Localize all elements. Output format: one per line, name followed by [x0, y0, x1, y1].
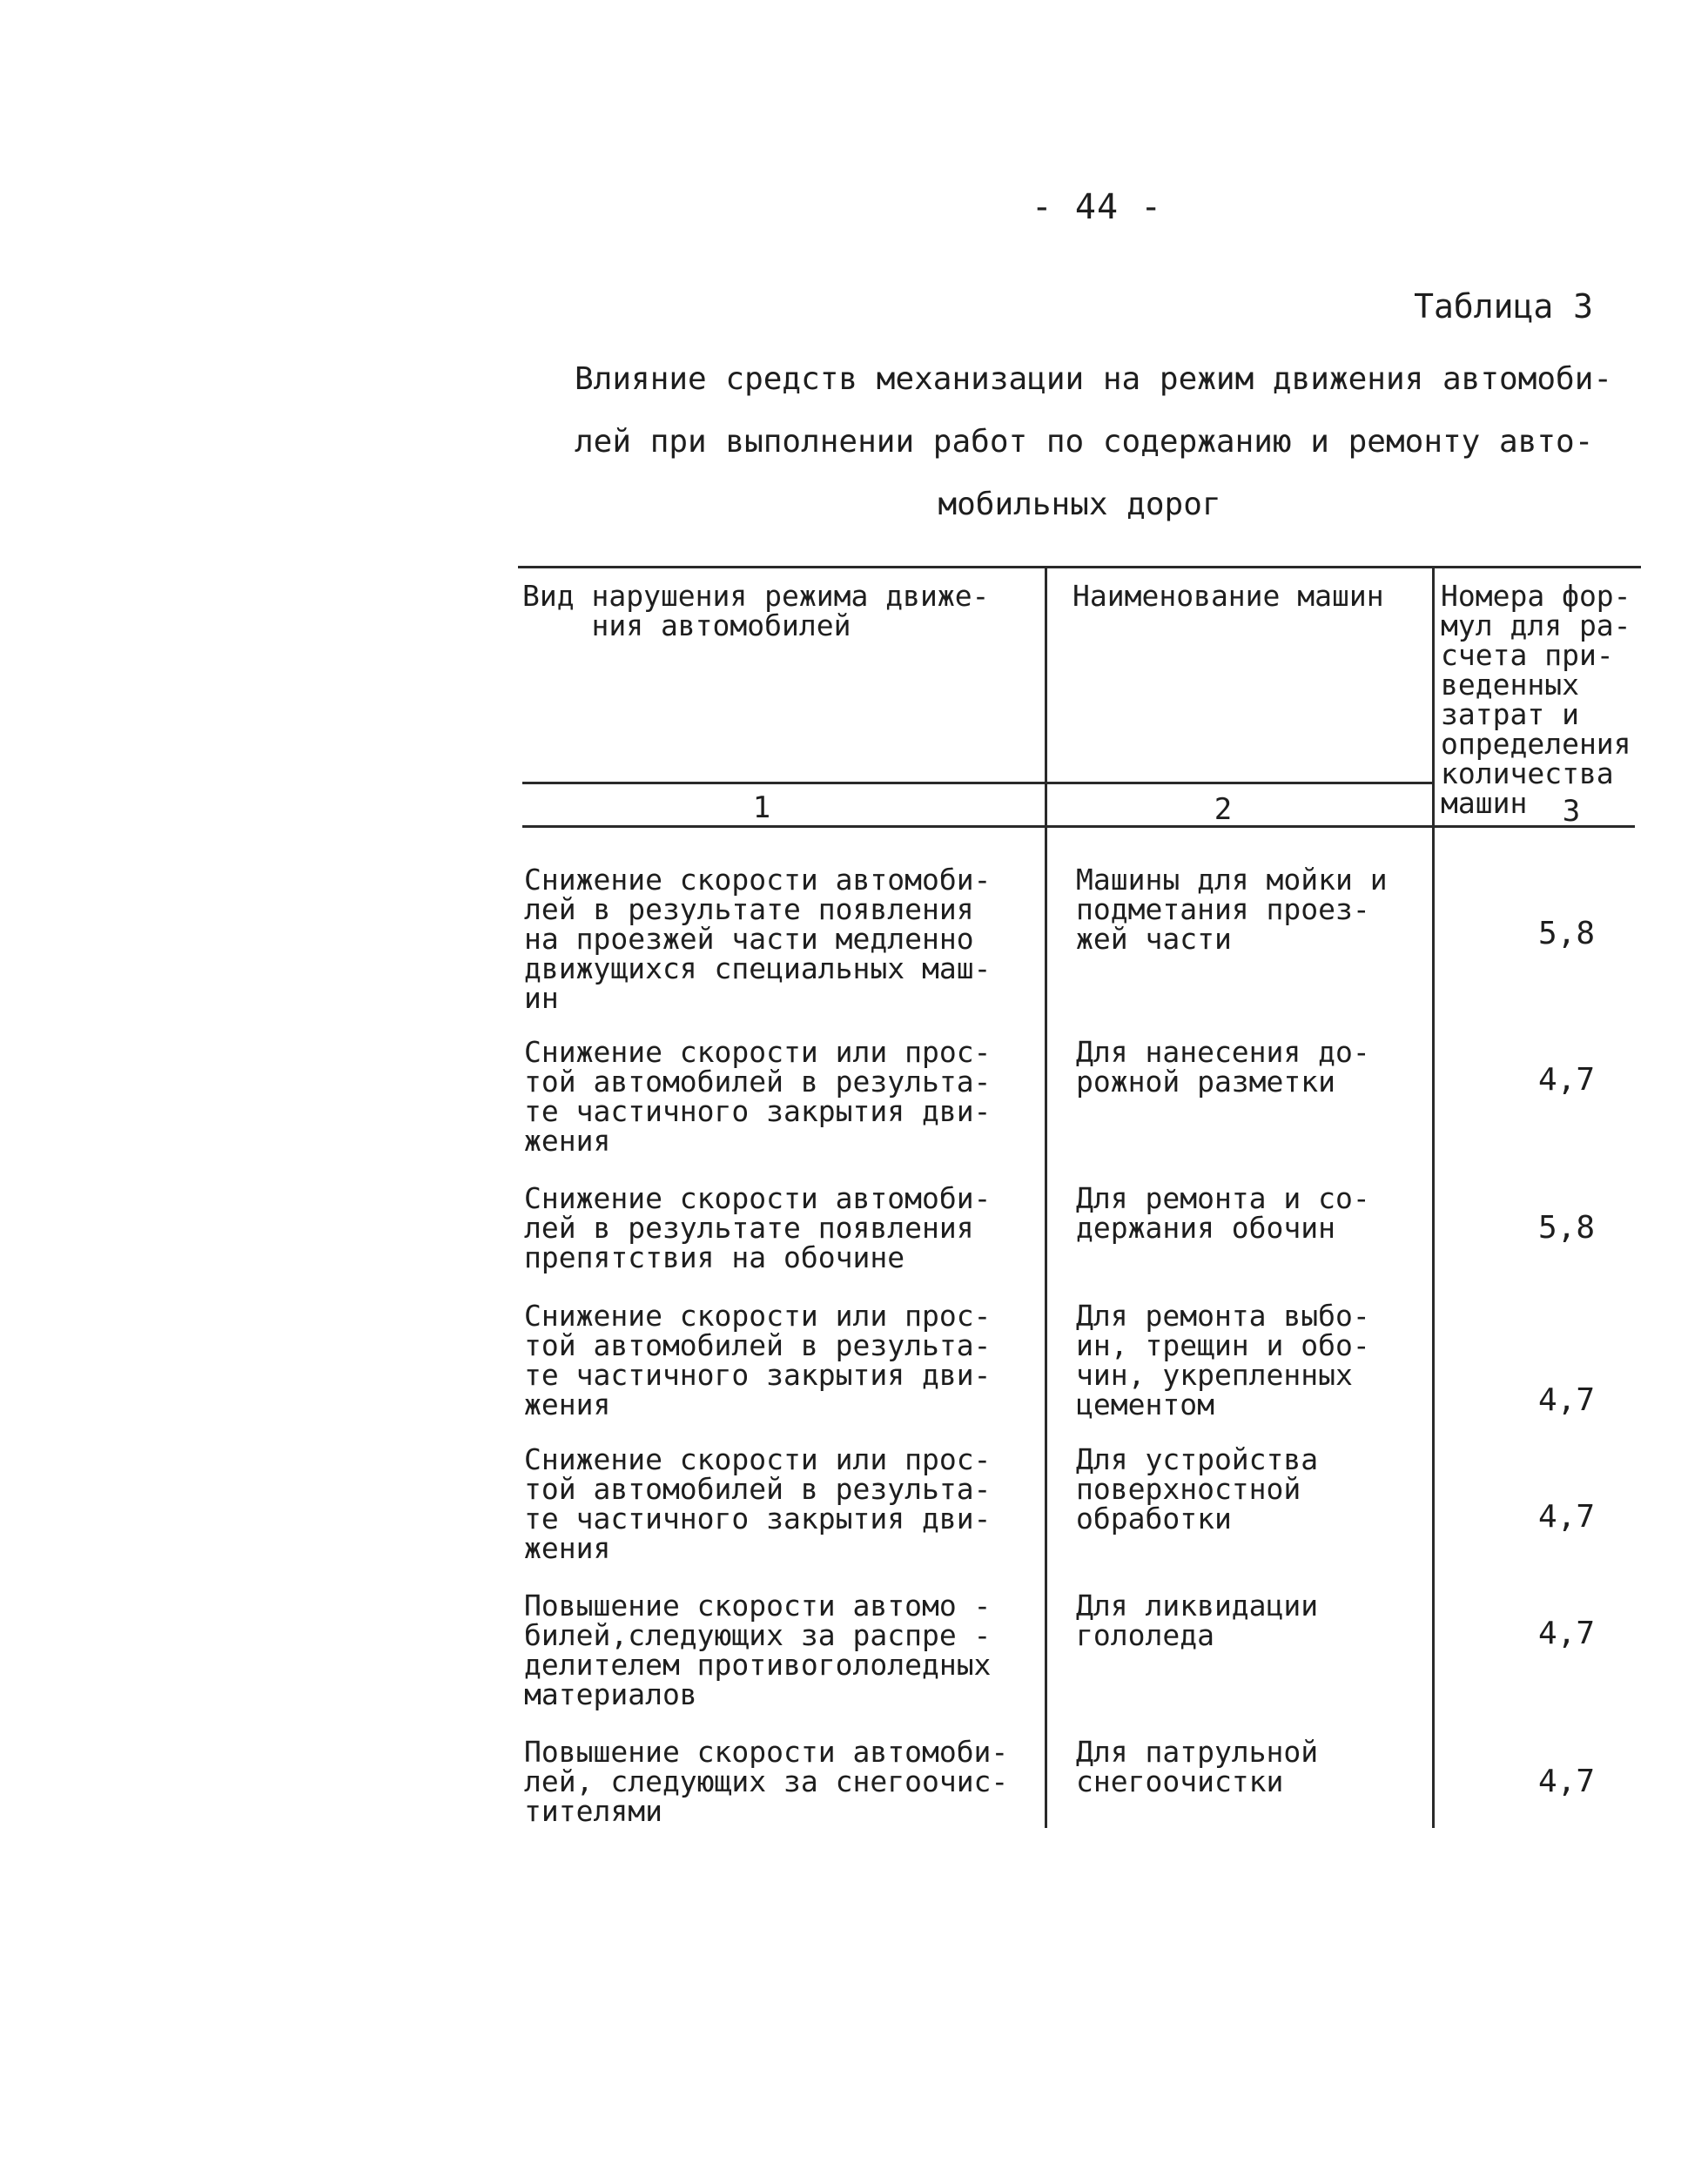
table-number-rule-left	[522, 825, 1432, 828]
table-row-5-machine: Для устройства поверхностной обработки	[1076, 1442, 1319, 1536]
table-row-6-formula: 4,7	[1537, 1616, 1595, 1651]
table-row-2-formula: 4,7	[1537, 1062, 1595, 1098]
header-machine-name: Наименование машин	[1073, 579, 1384, 613]
table-label: Таблица 3	[1414, 287, 1593, 326]
column-divider-1	[1045, 566, 1047, 1828]
table-row-5-formula: 4,7	[1537, 1499, 1595, 1535]
table-row-3-machine: Для ремонта и со- держания обочин	[1076, 1181, 1370, 1245]
column-number-1: 1	[752, 790, 771, 825]
table-row-7-formula: 4,7	[1537, 1764, 1595, 1799]
table-row-4-machine: Для ремонта выбо- ин, трещин и обо- чин, укрепленных цементом	[1076, 1299, 1370, 1421]
page-number: - 44 -	[1031, 187, 1163, 227]
table-row-1-machine: Машины для мойки и подметания проез- жей части	[1076, 863, 1388, 956]
caption-line-2: лей при выполнении работ по содержанию и ремонту авто-	[575, 424, 1594, 460]
table-header-rule	[522, 782, 1432, 784]
column-divider-2	[1432, 566, 1435, 1828]
header-violation-type: Вид нарушения режима движе- ния автомобилей	[522, 579, 990, 642]
table-row-6-machine: Для ликвидации гололеда	[1076, 1589, 1319, 1652]
table-row-3-violation: Снижение скорости автомоби- лей в результате появления препятствия на обочине	[524, 1181, 992, 1274]
table-row-2-machine: Для нанесения до- рожной разметки	[1076, 1035, 1370, 1099]
column-number-3: 3	[1562, 794, 1581, 829]
table-row-7-violation: Повышение скорости автомоби- лей, следующих за снегоочис- тителями	[524, 1735, 1009, 1828]
table-row-6-violation: Повышение скорости автомо - билей,следующих за распре - делителем противогололедных материалов	[524, 1589, 992, 1711]
table-top-rule	[518, 566, 1641, 568]
header-formula-numbers: Номера фор- мул для ра- счета при- веденных затрат и определения количества машин	[1441, 579, 1631, 820]
column-number-2: 2	[1214, 792, 1233, 827]
table-row-4-formula: 4,7	[1537, 1382, 1595, 1418]
caption-line-1: Влияние средств механизации на режим движения автомоби-	[575, 361, 1613, 397]
table-row-5-violation: Снижение скорости или прос- той автомобилей в результа- те частичного закрытия дви- жения	[524, 1442, 992, 1565]
caption-line-3: мобильных дорог	[938, 487, 1221, 522]
table-caption	[557, 348, 1613, 536]
table-row-4-violation: Снижение скорости или прос- той автомобилей в результа- те частичного закрытия дви- жения	[524, 1299, 992, 1421]
table-row-3-formula: 5,8	[1537, 1210, 1595, 1246]
table-row-1-violation: Снижение скорости автомоби- лей в результате появления на проезжей части медленно движущихся специальных маш- ин	[524, 863, 992, 1015]
table-row-7-machine: Для патрульной снегоочистки	[1076, 1735, 1319, 1798]
table-row-2-violation: Снижение скорости или прос- той автомобилей в результа- те частичного закрытия дви- жения	[524, 1035, 992, 1158]
table-row-1-formula: 5,8	[1537, 916, 1595, 951]
table-number-rule-right	[1435, 825, 1635, 828]
